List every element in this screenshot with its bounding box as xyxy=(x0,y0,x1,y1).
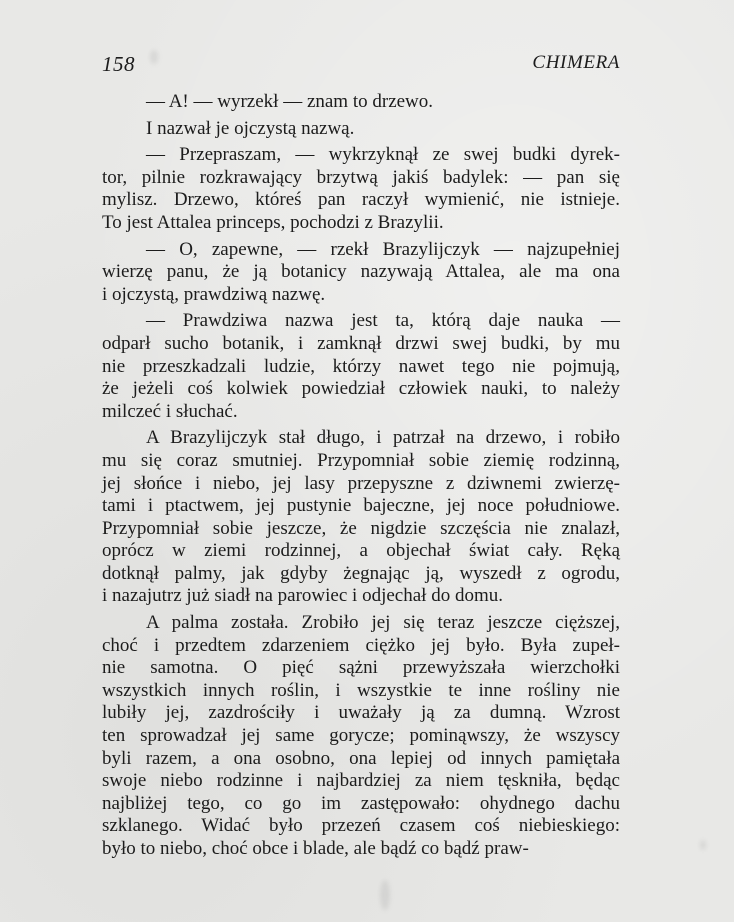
text-line: nie samotna. O pięć sążni przewyższała wierzchołki xyxy=(102,657,620,679)
text-line: mu się coraz smutniej. Przypomniał sobie ziemię rodzinną, xyxy=(102,449,620,471)
scan-smudge xyxy=(380,880,390,910)
text-line: byli razem, a ona osobno, ona lepiej od innych pamiętała xyxy=(102,747,620,769)
paragraph xyxy=(102,612,620,861)
scan-smudge xyxy=(700,840,706,850)
text-line: A Brazylijczyk stał długo, i patrzał na drzewo, i robiło xyxy=(146,427,620,449)
page-number: 158 xyxy=(102,52,135,76)
text-line: nie przeszkadzali ludzie, którzy nawet tego nie pojmują, xyxy=(102,355,620,377)
text-line: jej słońce i niebo, jej lasy przepyszne z dziwnemi zwierzę- xyxy=(102,472,620,494)
text-line: i ojczystą, prawdziwą nazwę. xyxy=(102,283,326,305)
text-line: odparł sucho botanik, i zamknął drzwi swej budki, by mu xyxy=(102,332,620,354)
text-line: najbliżej tego, co go im zastępowało: ohydnego dachu xyxy=(102,792,620,814)
text-line: lubiły jej, zazdrościły i uważały ją za dumną. Wzrost xyxy=(102,702,620,724)
body-text xyxy=(102,91,620,865)
text-line: i nazajutrz już siadł na parowiec i odjechał do domu. xyxy=(102,585,503,607)
text-line: tami i ptactwem, jej pustynie bajeczne, jej noce południowe. xyxy=(102,495,620,517)
paragraph xyxy=(102,144,620,234)
paragraph xyxy=(102,427,620,608)
text-line: oprócz w ziemi rodzinnej, a objechał świat cały. Ręką xyxy=(102,540,620,562)
text-line: Przypomniał sobie jeszcze, że nigdzie szczęścia nie znalazł, xyxy=(102,517,620,539)
text-line: milczeć i słuchać. xyxy=(102,400,238,422)
running-title: CHIMERA xyxy=(532,52,620,73)
text-line: mylisz. Drzewo, któreś pan raczył wymienić, nie istnieje. xyxy=(102,189,620,211)
text-line: I nazwał je ojczystą nazwą. xyxy=(146,117,355,139)
text-line: — Przepraszam, — wykrzyknął ze swej budki dyrek- xyxy=(146,144,620,166)
text-line: — O, zapewne, — rzekł Brazylijczyk — najzupełniej xyxy=(146,238,620,260)
text-line: A palma została. Zrobiło jej się teraz jeszcze cięższej, xyxy=(146,612,620,634)
text-line: było to niebo, choć obce i blade, ale bądź co bądź praw- xyxy=(102,838,529,859)
text-line: szklanego. Widać było przezeń czasem coś niebieskiego: xyxy=(102,815,620,837)
text-line: że jeżeli coś kolwiek powiedział człowiek nauki, to należy xyxy=(102,378,620,400)
text-line: choć i przedtem zdarzeniem ciężko jej było. Była zupeł- xyxy=(102,634,620,656)
text-line: swoje niebo rodzinne i najbardziej za niem tęskniła, będąc xyxy=(102,770,620,792)
text-line: ten sprowadzał jej same gorycze; pominąwszy, że wszyscy xyxy=(102,725,620,747)
paragraph xyxy=(102,91,620,114)
page-header xyxy=(102,50,620,80)
text-line: wszystkich innych roślin, i wszystkie te inne rośliny nie xyxy=(102,679,620,701)
text-line: wierzę panu, że ją botanicy nazywają Attalea, ale ma ona xyxy=(102,261,620,283)
text-line: tor, pilnie rozkrawający brzytwą jakiś badylek: — pan się xyxy=(102,166,620,188)
text-line: dotknął palmy, jak gdyby żegnając ją, wyszedł z ogrodu, xyxy=(102,562,620,584)
paragraph xyxy=(102,310,620,423)
text-line: — Prawdziwa nazwa jest ta, którą daje nauka — xyxy=(146,310,620,332)
paragraph xyxy=(102,239,620,307)
text-line: To jest Attalea princeps, pochodzi z Brazylii. xyxy=(102,211,444,233)
paragraph xyxy=(102,118,620,141)
text-line: — A! — wyrzekł — znam to drzewo. xyxy=(146,91,434,112)
